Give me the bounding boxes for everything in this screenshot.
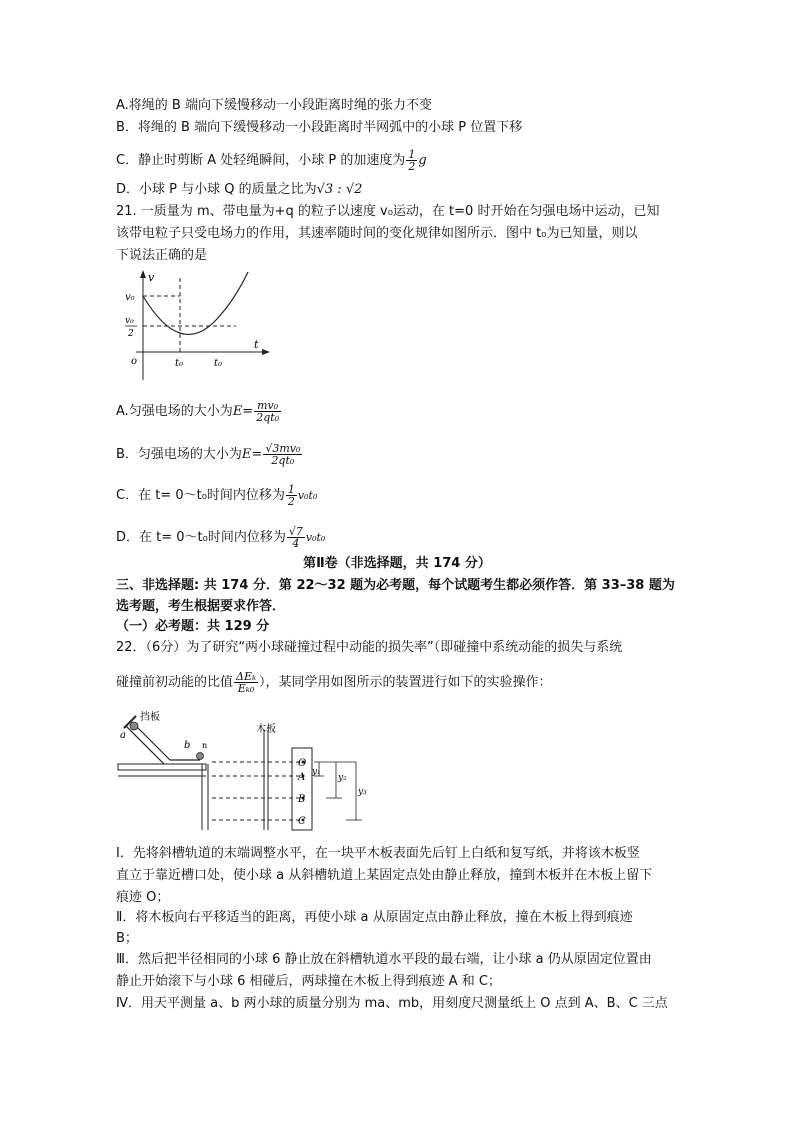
label-board: 木板 — [256, 724, 276, 735]
label-y3: y₃ — [358, 787, 367, 797]
label-t0-a: t₀ — [175, 358, 184, 369]
section-instructions-line1: 三、非选择题: 共 174 分．第 22～32 题为必考题，每个试题考生都必须作答．第 33–38 题为 — [116, 578, 675, 593]
label-ball-b: b — [184, 740, 191, 751]
axis-label-t: t — [254, 338, 259, 351]
label-t0-b: t₀ — [214, 358, 223, 369]
label-B: B — [298, 794, 306, 805]
q21-option-a: A.匀强电场的大小为E= $\frac{\text{mv₀}}{\text{2qt₀}}$ — [116, 399, 280, 424]
q22-step4-line1: Ⅳ．用天平测量 a、b 两小球的质量分别为 ma、mb，用刻度尺测量纸上 O 点到 A、B、C 三点 — [116, 996, 668, 1011]
section-subheading: （一）必考题：共 129 分 — [116, 619, 270, 634]
label-O: O — [298, 758, 307, 769]
q21-option-d: D．在 t= 0～t₀时间内位移为 $\frac{√7}{4}$ v₀t₀ — [116, 525, 326, 550]
label-A: A — [298, 772, 306, 783]
label-v0: v₀ — [125, 292, 135, 303]
q22-step3-line1: Ⅲ．然后把半径相同的小球 6 静止放在斜槽轨道水平段的最右端，让小球 a 仍从原固定位置由 — [116, 952, 652, 967]
q22-stem-line2: 碰撞前初动能的比值 $\frac{\text{ΔEₖ}}{\text{Eₖ₀}}$ ），某同学用如图所示的装置进行如下的实验操作： — [116, 670, 552, 695]
axis-label-v: v — [148, 271, 155, 284]
label-n: n — [202, 741, 208, 750]
label-origin: o — [131, 356, 138, 367]
q21-option-b: B．匀强电场的大小为E= $\frac{\text{√3mv₀}}{\text{2qt₀}}$ — [116, 442, 301, 467]
q20-option-a: A.将绳的 B 端向下缓慢移动一小段距离时绳的张力不变 — [116, 98, 432, 113]
label-baffle: 挡板 — [140, 712, 160, 723]
q22-apparatus-figure — [116, 706, 376, 834]
section-instructions-line2: 选考题，考生根据要求作答． — [116, 599, 286, 614]
label-y1: y₁ — [312, 767, 321, 777]
fraction: $\frac{1}{2}$ — [408, 148, 416, 173]
q21-stem-line1: 21. 一质量为 m、带电量为+q 的粒子以速度 v₀运动，在 t=0 时开始在匀强电场中运动，已知 — [116, 204, 660, 219]
q22-step2-line1: Ⅱ．将木板向右平移适当的距离，再使小球 a 从原固定点由静止释放，撞在木板上得到痕迹 — [116, 910, 633, 925]
q22-step3-line2: 静止开始滚下与小球 6 相碰后，两球撞在木板上得到痕迹 A 和 C； — [116, 974, 501, 989]
label-v0-half-den: 2 — [128, 329, 134, 339]
label-ball-a: a — [120, 730, 126, 741]
label-y2: y₂ — [338, 773, 347, 783]
q22-step1-line1: I．先将斜槽轨道的末端调整水平，在一块平木板表面先后钉上白纸和复写纸，并将该木板竖 — [116, 846, 640, 861]
q22-step2-line2: B； — [116, 931, 138, 946]
q22-step1-line3: 痕迹 O； — [116, 890, 170, 905]
q20-option-b: B．将绳的 B 端向下缓慢移动一小段距离时半网弧中的小球 P 位置下移 — [116, 120, 523, 135]
q22-stem-line1: 22．（6分）为了研究“两小球碰撞过程中动能的损失率”（即碰撞中系统动能的损失与系统 — [116, 640, 623, 655]
q21-option-c: C．在 t= 0～t₀时间内位移为 $\frac{1}{2}$ v₀t₀ — [116, 483, 318, 508]
q20-option-d: D．小球 P 与小球 Q 的质量之比为√3 : √2 — [116, 182, 363, 197]
label-v0-half-num: v₀ — [125, 316, 134, 326]
section-title: 第Ⅱ卷（非选择题，共 174 分） — [303, 556, 491, 571]
q20-option-c: C．静止时剪断 A 处轻绳瞬间，小球 P 的加速度为 $\frac{1}{2}$ g — [116, 148, 427, 173]
label-C: C — [298, 816, 306, 827]
q22-step1-line2: 直立于靠近槽口处，使小球 a 从斜槽轨道上某固定点处由静止释放，撞到木板并在木板上留下 — [116, 868, 653, 883]
q21-velocity-graph — [116, 268, 276, 388]
q21-stem-line2: 该带电粒子只受电场力的作用，其速率随时间的变化规律如图所示．图中 t₀为已知量，则以 — [116, 226, 638, 241]
q21-stem-line3: 下说法正确的是 — [116, 248, 208, 263]
